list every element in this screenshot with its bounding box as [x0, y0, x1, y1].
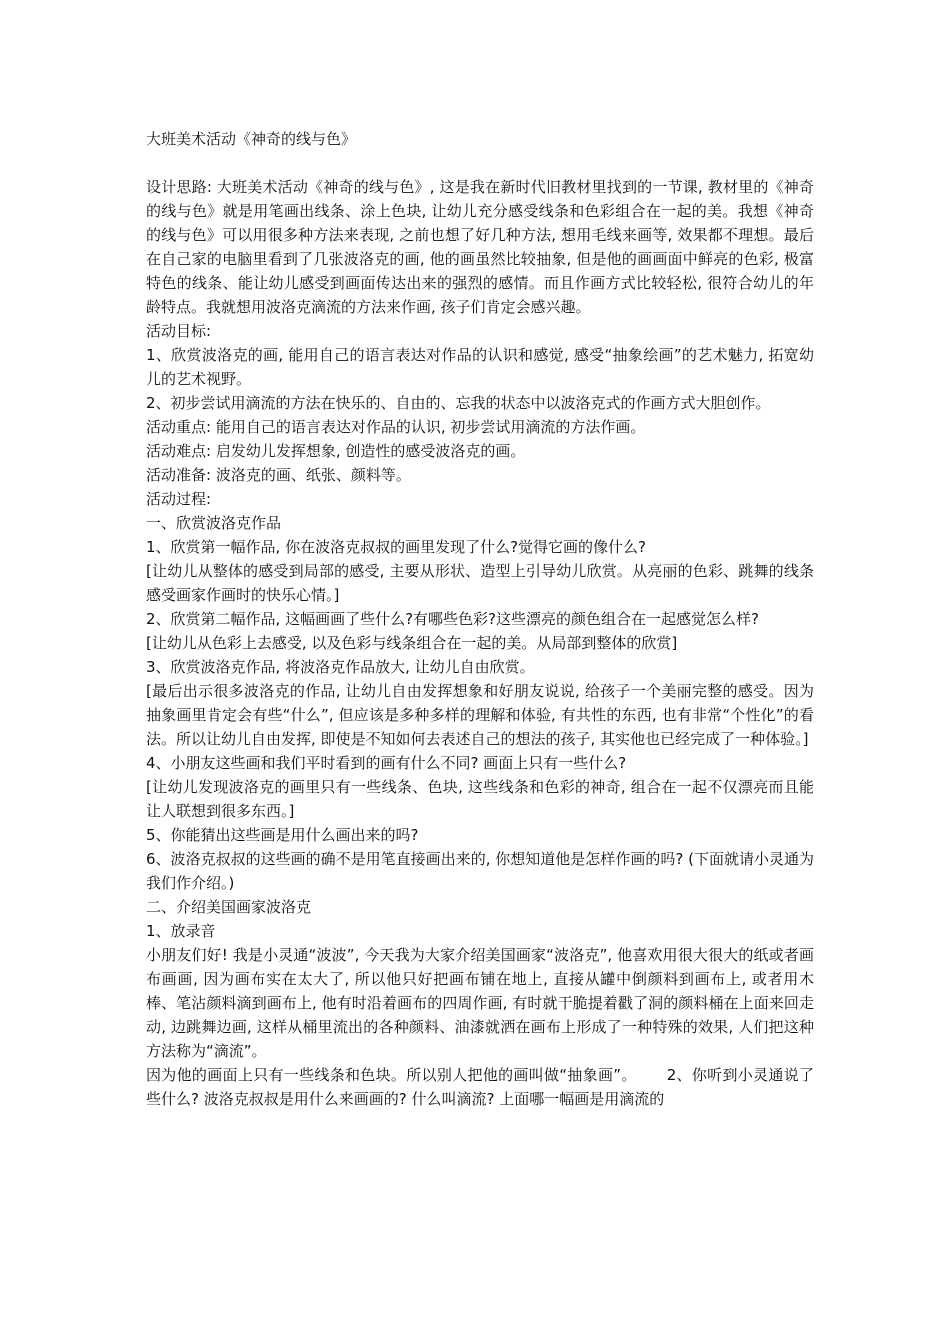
paragraph-step-2: 2、欣赏第二幅作品, 这幅画画了些什么?有哪些色彩?这些漂亮的颜色组合在一起感觉怎么样?: [146, 610, 759, 628]
paragraph-design-idea: 设计思路: 大班美术活动《神奇的线与色》, 这是我在新时代旧教材里找到的一节课, 教材里的《神奇的线与色》就是用笔画出线条、涂上色块, 让幼儿充分感受线条和色彩组合在一起的美。我想《神奇的线与色》可以用很多种方法来表现, 之前也想了好几种方法, 想用毛线来画等, 效果都不理想。最后在自己家的电脑里看到了几张波洛克的画, 他的画虽然比较抽象, 但是他的画画面中鲜亮的色彩, 极富特色的线条、能让幼儿感受到画面传达出来的强烈的感情。而且作画方式比较轻松, 很符合幼儿的年龄特点。我就想用波洛克滴流的方法来作画, 孩子们肯定会感兴趣。: [146, 178, 814, 316]
paragraph-goal-1: 1、欣赏波洛克的画, 能用自己的语言表达对作品的认识和感觉, 感受“抽象绘画”的艺术魅力, 拓宽幼儿的艺术视野。: [146, 346, 814, 388]
paragraph-note-2: [让幼儿从色彩上去感受, 以及色彩与线条组合在一起的美。从局部到整体的欣赏]: [146, 634, 678, 652]
paragraph-step-6: 6、波洛克叔叔的这些画的确不是用笔直接画出来的, 你想知道他是怎样作画的吗? (下面就请小灵通为我们作介绍。): [146, 850, 814, 892]
paragraph-goals-heading: 活动目标:: [146, 322, 212, 340]
paragraph-step-3: 3、欣赏波洛克作品, 将波洛克作品放大, 让幼儿自由欣赏。: [146, 658, 535, 676]
paragraph-note-1: [让幼儿从整体的感受到局部的感受, 主要从形状、造型上引导幼儿欣赏。从亮丽的色彩、跳舞的线条感受画家作画时的快乐心情。]: [146, 562, 814, 604]
paragraph-final-part-1: 因为他的画面上只有一些线条和色块。所以别人把他的画叫做“抽象画”。: [146, 1066, 637, 1084]
paragraph-note-3: [最后出示很多波洛克的作品, 让幼儿自由发挥想象和好朋友说说, 给孩子一个美丽完整的感受。因为抽象画里肯定会有些“什么”, 但应该是多种多样的理解和体验, 有共性的东西, 也有非常“个性化”的看法。所以让幼儿自由发挥, 即使是不知如何去表述自己的想法的孩子, 其实他也已经完成了一种体验。]: [146, 682, 814, 748]
section-heading-1: 一、欣赏波洛克作品: [146, 514, 282, 532]
paragraph-step-5: 5、你能猜出这些画是用什么画出来的吗?: [146, 826, 419, 844]
paragraph-step-1: 1、欣赏第一幅作品, 你在波洛克叔叔的画里发现了什么?觉得它画的像什么?: [146, 538, 647, 556]
paragraph-goal-2: 2、初步尝试用滴流的方法在快乐的、自由的、忘我的状态中以波洛克式的作画方式大胆创作。: [146, 394, 771, 412]
blank-line: [146, 151, 814, 175]
paragraph-key-point: 活动重点: 能用自己的语言表达对作品的认识, 初步尝试用滴流的方法作画。: [146, 418, 646, 436]
document-body: [146, 127, 814, 1111]
paragraph-difficulty: 活动难点: 启发幼儿发挥想象, 创造性的感受波洛克的画。: [146, 442, 526, 460]
section-heading-2: 二、介绍美国画家波洛克: [146, 898, 312, 916]
paragraph-note-4: [让幼儿发现波洛克的画里只有一些线条、色块, 这些线条和色彩的神奇, 组合在一起不仅漂亮而且能让人联想到很多东西。]: [146, 778, 814, 820]
paragraph-final: [146, 1063, 814, 1111]
document-title: 大班美术活动《神奇的线与色》: [146, 130, 357, 148]
paragraph-preparation: 活动准备: 波洛克的画、纸张、颜料等。: [146, 466, 411, 484]
paragraph-step-4: 4、小朋友这些画和我们平时看到的画有什么不同? 画面上只有一些什么?: [146, 754, 627, 772]
paragraph-recording-text: 小朋友们好! 我是小灵通“波波”, 今天我为大家介绍美国画家“波洛克”, 他喜欢用很大很大的纸或者画布画画, 因为画布实在太大了, 所以他只好把画布铺在地上, 直接从罐中倒颜料到画布上, 或者用木棒、笔沾颜料滴到画布上, 他有时沿着画布的四周作画, 有时就干脆提着戳了洞的颜料桶在上面来回走动, 边跳舞边画, 这样从桶里流出的各种颜料、油漆就洒在画布上形成了一种特殊的效果, 人们把这种方法称为“滴流”。: [146, 946, 814, 1060]
paragraph-recording: 1、放录音: [146, 922, 216, 940]
paragraph-final-part-2: 2、你听到小灵通说了些什么? 波洛克叔叔是用什么来画画的? 什么叫滴流? 上面哪一幅画是用滴流的: [146, 1066, 814, 1108]
paragraph-process-heading: 活动过程:: [146, 490, 212, 508]
